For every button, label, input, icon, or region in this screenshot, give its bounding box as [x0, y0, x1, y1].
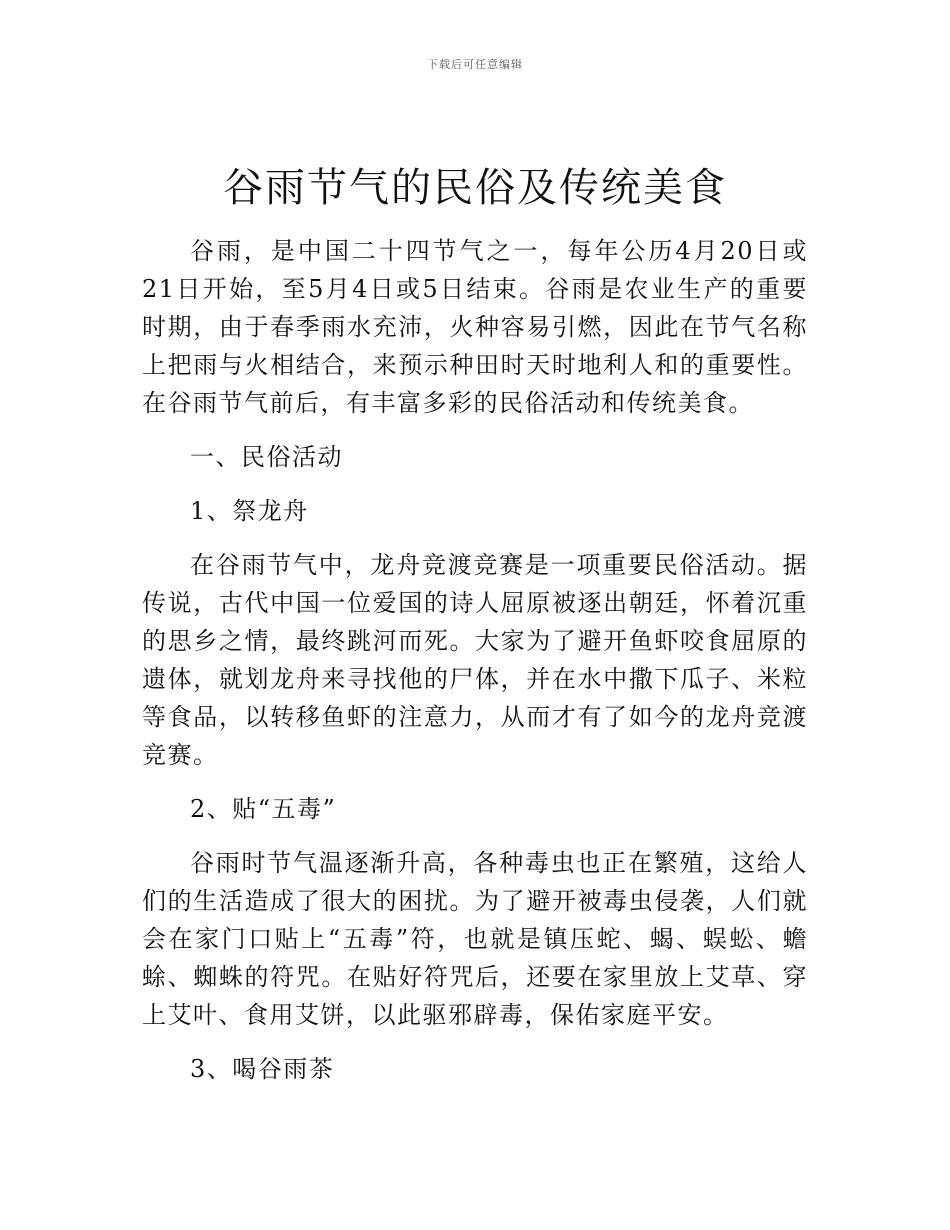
page-header-note: 下载后可任意编辑 — [427, 58, 523, 71]
item-paragraph-five-poisons: 谷雨时节气温逐渐升高，各种毒虫也正在繁殖，这给人们的生活造成了很大的困扰。为了避开被毒虫侵袭，人们就会在家门口贴上“五毒”符，也就是镇压蛇、蝎、蜈蚣、蟾蜍、蜘蛛的符咒。在贴好符咒后，还要在家里放上艾草、穿上艾叶、食用艾饼，以此驱邪辟毒，保佑家庭平安。 — [142, 849, 808, 1029]
section-heading-folk-activities: 一、民俗活动 — [190, 443, 343, 471]
intro-paragraph: 谷雨，是中国二十四节气之一，每年公历4月20日或21日开始，至5月4日或5日结束。谷雨是农业生产的重要时期，由于春季雨水充沛，火种容易引燃，因此在节气名称上把雨与火相结合，来预示种田时天时地利人和的重要性。在谷雨节气前后，有丰富多彩的民俗活动和传统美食。 — [142, 237, 808, 417]
document-body — [142, 232, 808, 1104]
document-title: 谷雨节气的民俗及传统美食 — [223, 165, 727, 211]
item-paragraph-dragon-boat: 在谷雨节气中，龙舟竞渡竞赛是一项重要民俗活动。据传说，古代中国一位爱国的诗人屈原被逐出朝廷，怀着沉重的思乡之情，最终跳河而死。大家为了避开鱼虾咬食屈原的遗体，就划龙舟来寻找他的尸体，并在水中撒下瓜子、米粒等食品，以转移鱼虾的注意力，从而才有了如今的龙舟竞渡竞赛。 — [142, 551, 808, 769]
item-heading-five-poisons: 2、贴“五毒” — [190, 795, 337, 823]
item-heading-dragon-boat: 1、祭龙舟 — [190, 497, 309, 525]
item-heading-guyu-tea: 3、喝谷雨茶 — [190, 1055, 335, 1083]
